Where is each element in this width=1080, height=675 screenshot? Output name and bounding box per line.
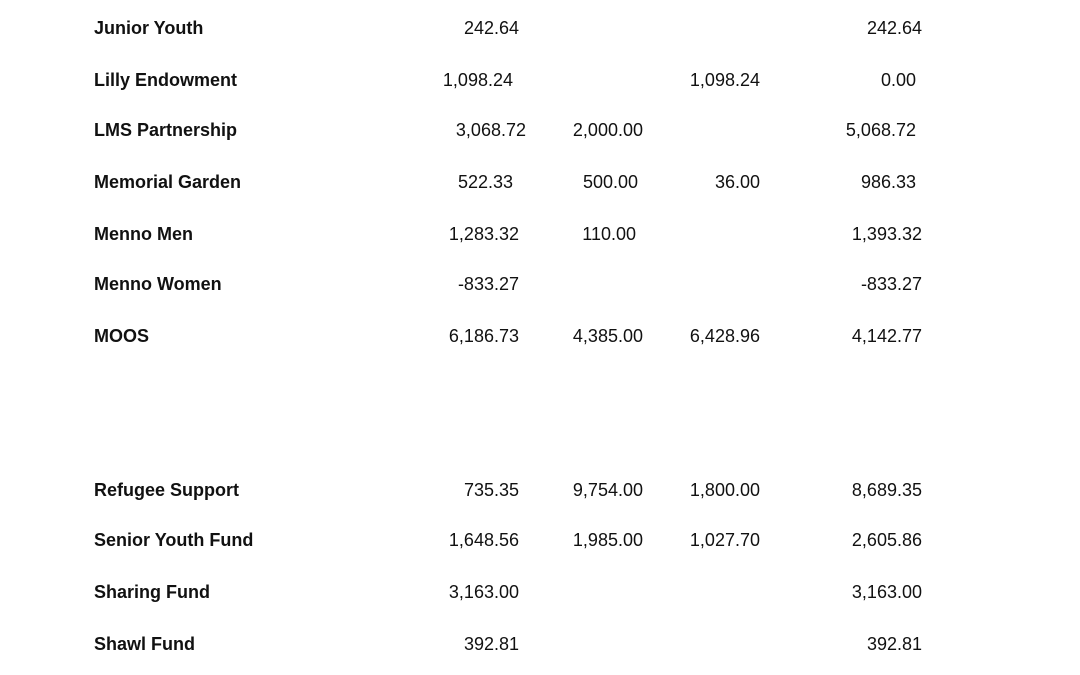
balance-cell: 1,283.32	[448, 224, 519, 244]
fund-row-sharing-fund	[0, 580, 1080, 604]
fund-name: Menno Men	[94, 224, 193, 244]
balance-cell: 392.81	[463, 634, 519, 654]
fund-row-lilly-endowment	[0, 68, 1080, 92]
balance-cell: 6,186.73	[448, 326, 519, 346]
fund-name: Shawl Fund	[94, 634, 195, 654]
ending-balance-cell: 0.00	[880, 70, 916, 90]
fund-name: Senior Youth Fund	[94, 530, 254, 550]
balance-cell: 3,068.72	[455, 120, 526, 140]
income-cell: 4,385.00	[572, 326, 643, 346]
balance-cell: -833.27	[457, 274, 519, 294]
fund-row-refugee-support	[0, 478, 1080, 502]
ending-balance-cell: 4,142.77	[851, 326, 922, 346]
fund-row-shawl-fund	[0, 632, 1080, 656]
fund-row-menno-men	[0, 222, 1080, 246]
balance-cell: 1,098.24	[442, 70, 513, 90]
ending-balance-cell: 3,163.00	[851, 582, 922, 602]
expense-cell: 36.00	[714, 172, 760, 192]
balance-cell: 735.35	[463, 480, 519, 500]
ending-balance-cell: 986.33	[860, 172, 916, 192]
expense-cell: 1,800.00	[689, 480, 760, 500]
balance-cell: 522.33	[457, 172, 513, 192]
ending-balance-cell: 5,068.72	[845, 120, 916, 140]
ending-balance-cell: 2,605.86	[851, 530, 922, 550]
fund-row-junior-youth	[0, 16, 1080, 40]
fund-row-lms-partnership	[0, 118, 1080, 142]
fund-row-senior-youth-fund	[0, 528, 1080, 552]
income-cell: 9,754.00	[572, 480, 643, 500]
expense-cell: 1,098.24	[689, 70, 760, 90]
fund-name: LMS Partnership	[94, 120, 238, 140]
fund-name: Refugee Support	[94, 480, 240, 500]
ending-balance-cell: 8,689.35	[851, 480, 922, 500]
fund-row-memorial-garden	[0, 170, 1080, 194]
expense-cell: 1,027.70	[689, 530, 760, 550]
fund-name: Memorial Garden	[94, 172, 242, 192]
income-cell: 1,985.00	[572, 530, 643, 550]
fund-name: Lilly Endowment	[94, 70, 238, 90]
fund-name: Junior Youth	[94, 18, 204, 38]
balance-cell: 3,163.00	[448, 582, 519, 602]
ending-balance-cell: 392.81	[866, 634, 922, 654]
fund-name: MOOS	[94, 326, 150, 346]
fund-name: Sharing Fund	[94, 582, 210, 602]
ending-balance-cell: 1,393.32	[851, 224, 922, 244]
fund-name: Menno Women	[94, 274, 222, 294]
balance-cell: 1,648.56	[448, 530, 519, 550]
expense-cell: 6,428.96	[689, 326, 760, 346]
income-cell: 2,000.00	[572, 120, 643, 140]
income-cell: 110.00	[582, 224, 636, 244]
ending-balance-cell: 242.64	[866, 18, 922, 38]
income-cell: 500.00	[582, 172, 638, 192]
fund-row-moos	[0, 324, 1080, 348]
ending-balance-cell: -833.27	[860, 274, 922, 294]
fund-row-menno-women	[0, 272, 1080, 296]
balance-cell: 242.64	[463, 18, 519, 38]
